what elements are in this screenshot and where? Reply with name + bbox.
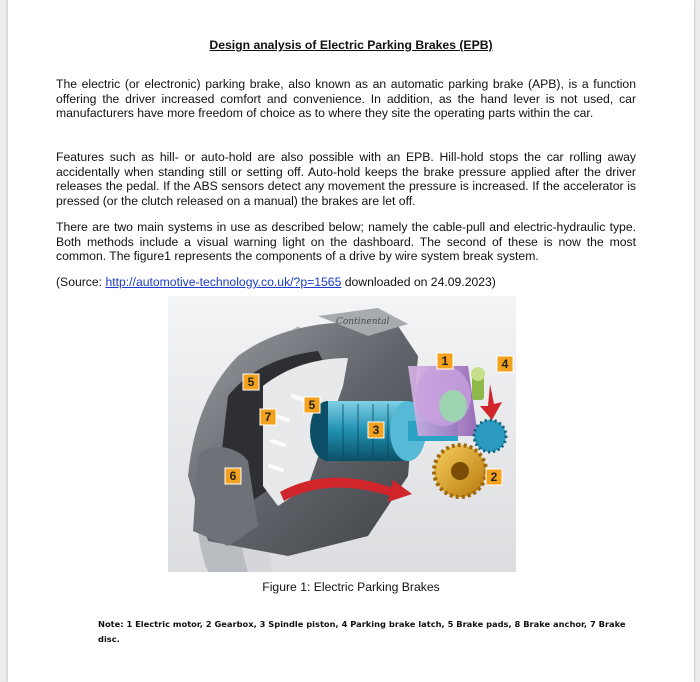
label-7 bbox=[260, 409, 276, 425]
label-4-text: 4 bbox=[501, 357, 509, 371]
brake-illustration bbox=[168, 296, 516, 572]
label-1 bbox=[437, 353, 453, 369]
label-1-text: 1 bbox=[441, 354, 449, 368]
label-6 bbox=[225, 468, 241, 484]
paragraph-features: Features such as hill- or auto-hold are also possible with an EPB. Hill-hold stops the car rolling away accidentally when standing still or setting off. Auto-hold keeps the brake pressure applied after the driver releases the pedal. If the ABS sensors detect any movement the pressure is increased. If the accelerator is pressed (or the clutch released on a manual) the brakes are let off. bbox=[56, 150, 636, 208]
label-6-text: 6 bbox=[229, 469, 237, 483]
label-5b bbox=[304, 397, 320, 413]
label-2-text: 2 bbox=[490, 470, 498, 484]
label-5a-text: 5 bbox=[247, 375, 255, 389]
brand-label: Continental bbox=[336, 317, 390, 327]
component-note: Note: 1 Electric motor, 2 Gearbox, 3 Spindle piston, 4 Parking brake latch, 5 Brake pads, 8 Brake anchor, 7 Brake disc. bbox=[98, 619, 626, 644]
paragraph-intro: The electric (or electronic) parking brake, also known as an automatic parking brake (APB), is a function offering the driver increased comfort and convenience. In addition, as the hand lever is not used, car manufacturers have more freedom of choice as to where they site the operating parts within the car. bbox=[56, 77, 636, 120]
source-link[interactable]: http://automotive-technology.co.uk/?p=1565 bbox=[105, 275, 342, 289]
figure-caption: Figure 1: Electric Parking Brakes bbox=[262, 580, 440, 594]
paragraph-systems: There are two main systems in use as described below; namely the cable-pull and electric-hydraulic type. Both methods include a visual warning light on the dashboard. The second of these is now the most common. The figure1 represents the components of a drive by wire system break system. bbox=[56, 220, 636, 263]
label-3-text: 3 bbox=[372, 423, 380, 437]
label-5b-text: 5 bbox=[308, 398, 316, 412]
source-prefix: (Source: bbox=[56, 275, 106, 289]
brake-figure bbox=[168, 296, 516, 572]
label-7-text: 7 bbox=[264, 410, 272, 424]
label-5a bbox=[243, 374, 259, 390]
label-4 bbox=[497, 356, 513, 372]
electric-motor bbox=[408, 366, 478, 436]
label-3 bbox=[368, 422, 384, 438]
document-page bbox=[8, 0, 694, 682]
parking-brake-latch bbox=[471, 367, 485, 400]
source-suffix: downloaded on 24.09.2023) bbox=[341, 275, 496, 289]
label-2 bbox=[486, 469, 502, 485]
document-title: Design analysis of Electric Parking Brakes (EPB) bbox=[209, 38, 493, 52]
source-line bbox=[56, 275, 636, 290]
